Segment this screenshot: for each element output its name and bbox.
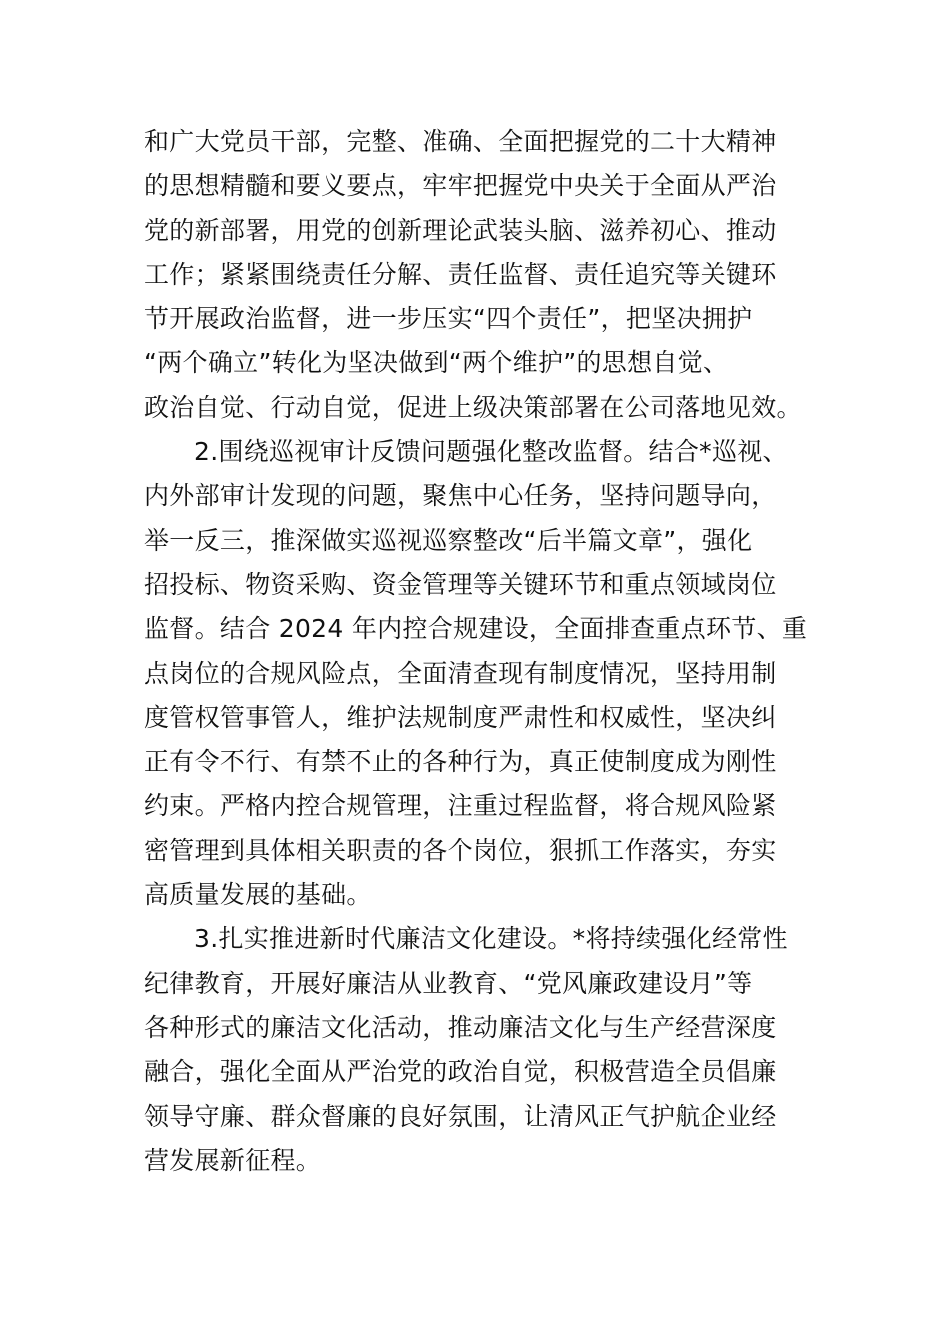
text-line: 纪律教育，开展好廉洁从业教育、“党风廉政建设月”等 bbox=[144, 968, 753, 998]
text-line: 的思想精髓和要义要点，牢牢把握党中央关于全面从严治 bbox=[144, 171, 777, 201]
text-line: 各种形式的廉洁文化活动，推动廉洁文化与生产经营深度 bbox=[144, 1012, 777, 1042]
text-line: 密管理到具体相关职责的各个岗位，狠抓工作落实，夯实 bbox=[144, 835, 777, 865]
text-line: 内外部审计发现的问题，聚焦中心任务，坚持问题导向， bbox=[144, 481, 777, 511]
text-line: 举一反三，推深做实巡视巡察整改“后半篇文章”，强化 bbox=[144, 525, 753, 555]
text-line: 约束。严格内控合规管理，注重过程监督，将合规风险紧 bbox=[144, 791, 777, 821]
document-body bbox=[144, 120, 824, 1183]
text-line: 点岗位的合规风险点，全面清查现有制度情况，坚持用制 bbox=[144, 658, 777, 688]
text-line: 正有令不行、有禁不止的各种行为，真正使制度成为刚性 bbox=[144, 747, 777, 777]
text-line: 节开展政治监督，进一步压实“四个责任”，把坚决拥护 bbox=[144, 304, 753, 334]
text-line: 融合，强化全面从严治党的政治自觉，积极营造全员倡廉 bbox=[144, 1057, 777, 1087]
text-line: 领导守廉、群众督廉的良好氛围，让清风正气护航企业经 bbox=[144, 1101, 777, 1131]
text-line: 营发展新征程。 bbox=[144, 1145, 322, 1175]
text-line: 监督。结合 2024 年内控合规建设，全面排查重点环节、重 bbox=[144, 614, 808, 644]
paragraph-first-line: 3.扎实推进新时代廉洁文化建设。*将持续强化经常性 bbox=[194, 924, 788, 954]
text-line: 和广大党员干部，完整、准确、全面把握党的二十大精神 bbox=[144, 127, 777, 156]
text-line: “两个确立”转化为坚决做到“两个维护”的思想自觉、 bbox=[144, 348, 729, 378]
text-line: 工作；紧紧围绕责任分解、责任监督、责任追究等关键环 bbox=[144, 259, 777, 289]
text-line: 招投标、物资采购、资金管理等关键环节和重点领域岗位 bbox=[144, 569, 777, 599]
text-line: 政治自觉、行动自觉，促进上级决策部署在公司落地见效。 bbox=[144, 392, 802, 422]
text-line: 高质量发展的基础。 bbox=[144, 880, 372, 910]
paragraph-first-line: 2.围绕巡视审计反馈问题强化整改监督。结合*巡视、 bbox=[194, 437, 788, 467]
text-line: 党的新部署，用党的创新理论武装头脑、滋养初心、推动 bbox=[144, 215, 777, 245]
text-line: 度管权管事管人，维护法规制度严肃性和权威性，坚决纠 bbox=[144, 702, 777, 732]
